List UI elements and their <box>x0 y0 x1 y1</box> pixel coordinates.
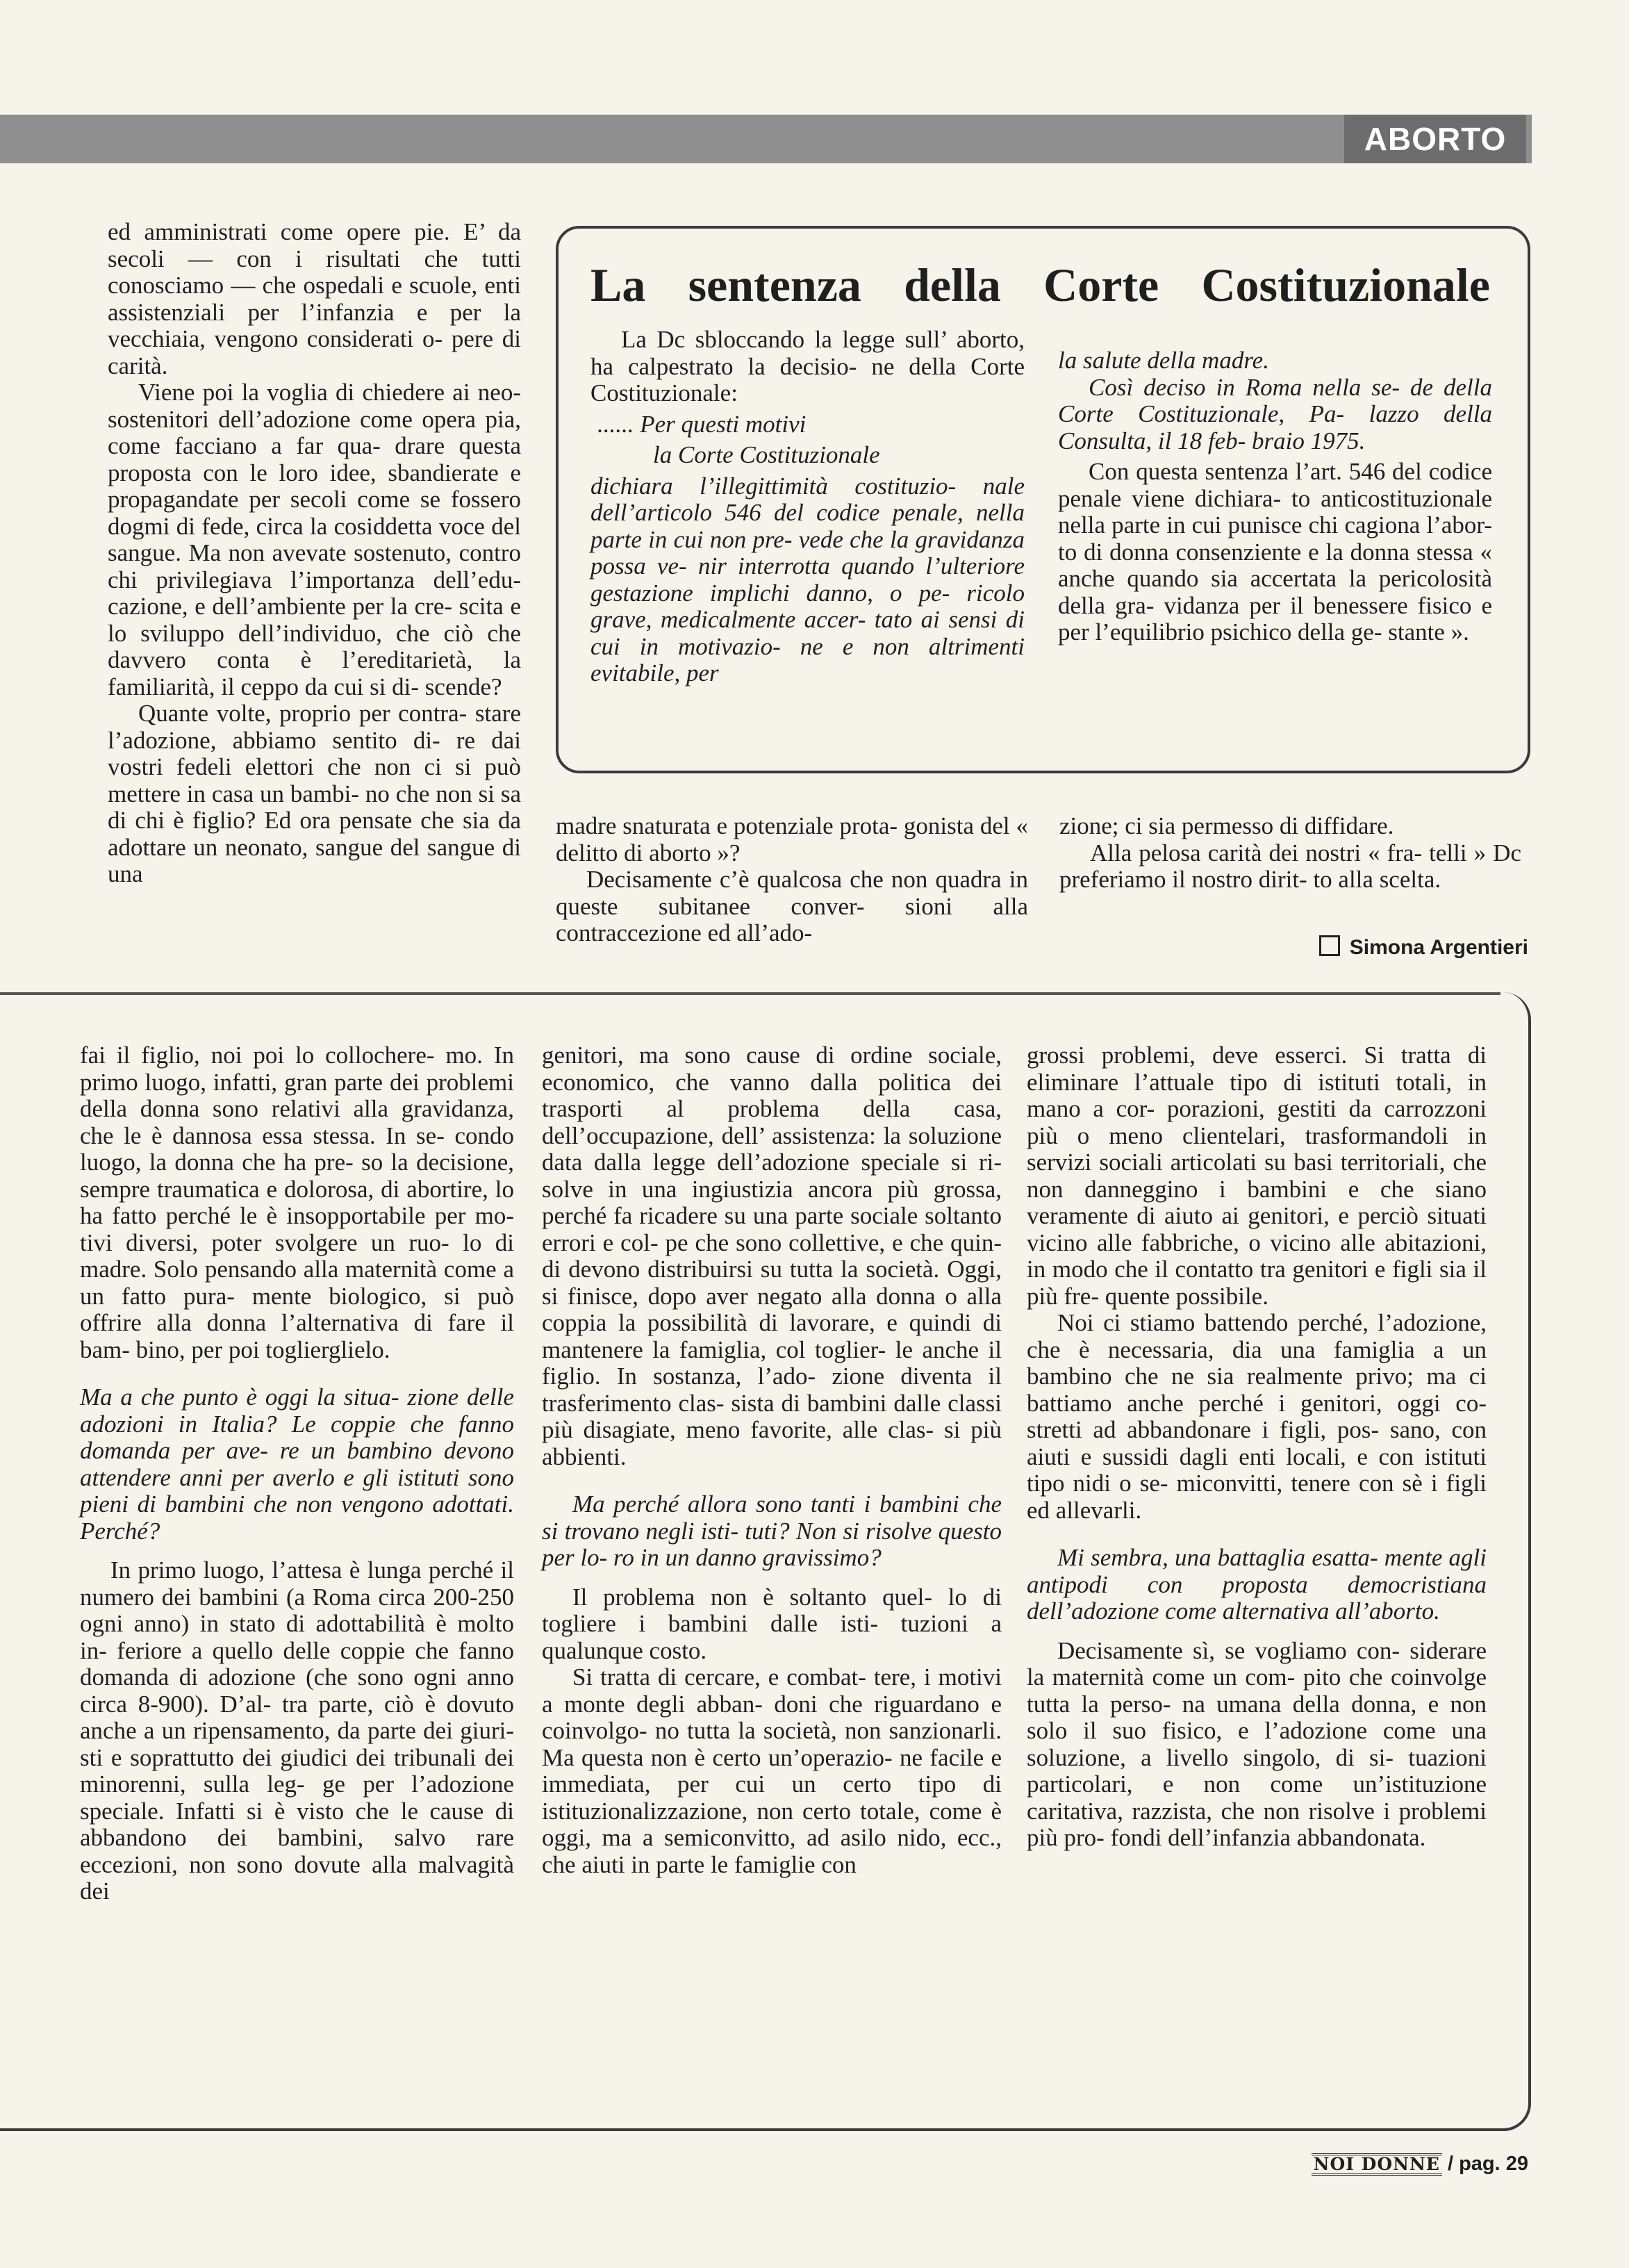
sidebar-left-column <box>590 327 1025 687</box>
magazine-logo: NOI DONNE <box>1312 2153 1442 2176</box>
interview-column-1 <box>80 1042 514 1905</box>
paragraph: Decisamente c’è qualcosa che non quadra in queste subitanee conver- sioni alla contraccezione ed all’ado- <box>556 866 1028 946</box>
page-footer <box>1292 2151 1528 2177</box>
sidebar-title: La sentenza della Corte Costituzionale <box>590 258 1490 311</box>
author-name: Simona Argentieri <box>1349 936 1528 959</box>
answer-paragraph: Il problema non è soltanto quel- lo di togliere i bambini dalle isti- tuzioni a qualunque costo. <box>542 1583 1002 1664</box>
end-mark-icon <box>1319 935 1340 956</box>
answer-paragraph: fai il figlio, noi poi lo collochere- mo. In primo luogo, infatti, gran parte dei problemi della donna sono relativi alla gravidanza, che le è dannosa essa stessa. In se- condo luogo, la donna che ha pre- so la decisione, sempre traumatica e dolorosa, di abortire, lo ha fatto perché le è insopportabile per mo- tivi diversi, poter svolgere un ruo- lo di madre. Solo pensando alla maternità come a un fatto pura- mente biologico, si può offrire alla donna l’alternativa di fare il bam- bino, per poi toglierglielo. <box>80 1042 514 1363</box>
paragraph: Quante volte, proprio per contra- stare l’adozione, abbiamo sentito di- re dai vostri fedeli elettori che non ci si può mettere in casa un bambi- no che non si sa di chi è figlio? Ed ora pensate che sia da adottare un neonato, sangue del sangue di una <box>108 700 521 887</box>
author-signature <box>1059 935 1528 961</box>
sidebar-right-column <box>1058 327 1492 646</box>
answer-paragraph: Decisamente sì, se vogliamo con- siderare la maternità come un com- pito che coinvolge tutta la perso- na umana della donna, e non solo il suo fisico, e l’adozione come una soluzione, a livello singolo, di si- tuazioni particolari, e non come un’istituzione caritativa, razzista, che non risolve i problemi più pro- fondi dell’infanzia abbandonata. <box>1027 1636 1487 1851</box>
below-box-right-column <box>1059 813 1521 894</box>
footer-separator: / <box>1447 2153 1453 2175</box>
answer-paragraph: grossi problemi, deve esserci. Si tratta di eliminare l’attuale tipo di istituti totali, in mano a cor- porazioni, gestiti da carrozzoni più o meno clientelari, trasformandoli in servizi sociali articolati su basi territoriali, che non danneggino i bambini e che siano veramente di aiuto ai genitori, e perciò situati vicino alle fabbriche, o vicino alle abitazioni, in modo che il contatto tra genitori e figli sia il più fre- quente possibile. <box>1027 1042 1487 1310</box>
quote-body: dichiara l’illegittimità costituzio- nale dell’articolo 546 del codice penale, nella parte in cui non pre- vede che la gravidanza possa ve- nir interrotta quando l’ulteriore gestazione implichi danno, o pe- ricolo grave, medicalmente accer- tato ai sensi di cui in motivazio- ne e non altrimenti evitabile, per <box>590 472 1025 687</box>
answer-paragraph: Si tratta di cercare, e combat- tere, i motivi a monte degli abban- doni che riguardano e coinvolgo- no tutta la società, non sanzionarli. Ma questa non è certo un’operazio- ne facile e immediata, per cui un certo tipo di istituzionalizzazione, non certo totale, come è oggi, ma a semiconvitto, ad asilo nido, ecc., che aiuti in parte le famiglie con <box>542 1663 1002 1878</box>
quote-line: ...... Per questi motivi <box>597 410 807 438</box>
question-paragraph: Ma perché allora sono tanti i bambini che si trovano negli isti- tuti? Non si risolve questo per lo- ro in un danno gravissimo? <box>542 1490 1002 1571</box>
paragraph: Viene poi la voglia di chiedere ai neo-sostenitori dell’adozione come opera pia, come facciano a far qua- drare questa proposta con le loro idee, sbandierate e propagandate per secoli come se fossero dogmi di fede, circa la cosiddetta voce del sangue. Ma non avevate sostenuto, contro chi privilegiava l’importanza dell’edu- cazione, e dell’ambiente per la cre- scita e lo sviluppo dell’individuo, che ciò che davvero conta è l’ereditarietà, la familiarità, il ceppo da cui si di- scende? <box>108 379 521 700</box>
section-label: ABORTO <box>1344 115 1526 163</box>
interview-column-3 <box>1027 1042 1487 1852</box>
paragraph: madre snaturata e potenziale prota- gonista del « delitto di aborto »? <box>556 812 1028 866</box>
answer-paragraph: genitori, ma sono cause di ordine sociale, economico, che vanno dalla politica dei trasporti al problema della casa, dell’occupazione, dell’ assistenza: la soluzione data dalla legge dell’adozione speciale si ri- solve in una ingiustizia ancora più grossa, perché fa ricadere su una parte sociale soltanto errori e col- pe che sono collettive, e che quin- di devono distribuirsi su tutta la società. Oggi, si finisce, dopo aver negato alla donna o alla coppia la possibilità di lavorare, e quindi di mantenere la famiglia, col toglier- le anche il figlio. In sostanza, l’ado- zione diventa il trasferimento clas- sista di bambini dalle classi più disagiate, meno favorite, alle clas- si più abbienti. <box>542 1042 1002 1470</box>
answer-paragraph: In primo luogo, l’attesa è lunga perché il numero dei bambini (a Roma circa 200-250 ogni anno) in stato di adottabilità è molto in- feriore a quello delle coppie che fanno domanda di adozione (che sono ogni anno circa 8-900). D’al- tra parte, ciò è dovuto anche a un ripensamento, da parte dei giuri- sti e soprattutto dei giudici dei tribunali dei minorenni, sulla leg- ge per l’adozione speciale. Infatti si è visto che le cause di abbandono dei bambini, salvo rare eccezioni, non sono dovute alla malvagità dei <box>80 1556 514 1905</box>
top-left-column <box>108 219 521 888</box>
paragraph: ed amministrati come opere pie. E’ da secoli — con i risultati che tutti conosciamo — che ospedali e scuole, enti assistenziali per l’infanzia e per la vecchiaia, vengono considerati o- pere di carità. <box>108 218 521 379</box>
sidebar-intro: La Dc sbloccando la legge sull’ aborto, ha calpestrato la decisio- ne della Corte Costituzionale: <box>590 326 1025 406</box>
paragraph: zione; ci sia permesso di diffidare. <box>1059 812 1394 839</box>
below-box-middle-column <box>556 813 1028 947</box>
question-paragraph: Mi sembra, una battaglia esatta- mente agli antipodi con proposta democristiana dell’adozione come alternativa all’aborto. <box>1027 1544 1487 1625</box>
sidebar-comment: Con questa sentenza l’art. 546 del codice penale viene dichiara- to anticostituzionale nella parte in cui punisce chi cagiona l’abor- to di donna consenziente e la donna stessa « anche quando sia accertata la pericolosità della gra- vidanza per il benessere fisico e per l’equilibrio psichico della ge- stante ». <box>1058 458 1492 646</box>
section-header-bar <box>0 115 1532 163</box>
quote-end: la salute della madre. <box>1058 347 1269 374</box>
quote-line: la Corte Costituzionale <box>653 441 880 468</box>
paragraph: Alla pelosa carità dei nostri « fra- telli » Dc preferiamo il nostro dirit- to alla scelta. <box>1059 839 1521 893</box>
answer-paragraph: Noi ci stiamo battendo perché, l’adozione, che è necessaria, dia una famiglia a un bambino che ne sia realmente privo; ma ci battiamo anche perché i genitori, oggi co- stretti ad abbandonare i figli, pos- sano, con aiuti e sussidi dagli enti locali, e con istituti tipo nidi o se- miconvitti, tenere con sè i figli ed allevarli. <box>1027 1309 1487 1524</box>
quote-place-date: Così deciso in Roma nella se- de della Corte Costituzionale, Pa- lazzo della Consulta, il 18 feb- braio 1975. <box>1058 373 1492 454</box>
interview-column-2 <box>542 1042 1002 1878</box>
page-number: pag. 29 <box>1459 2153 1528 2175</box>
question-paragraph: Ma a che punto è oggi la situa- zione delle adozioni in Italia? Le coppie che fanno domanda per ave- re un bambino devono attendere anni per averlo e gli istituti sono pieni di bambini che non vengono adottati. Perché? <box>80 1383 514 1545</box>
